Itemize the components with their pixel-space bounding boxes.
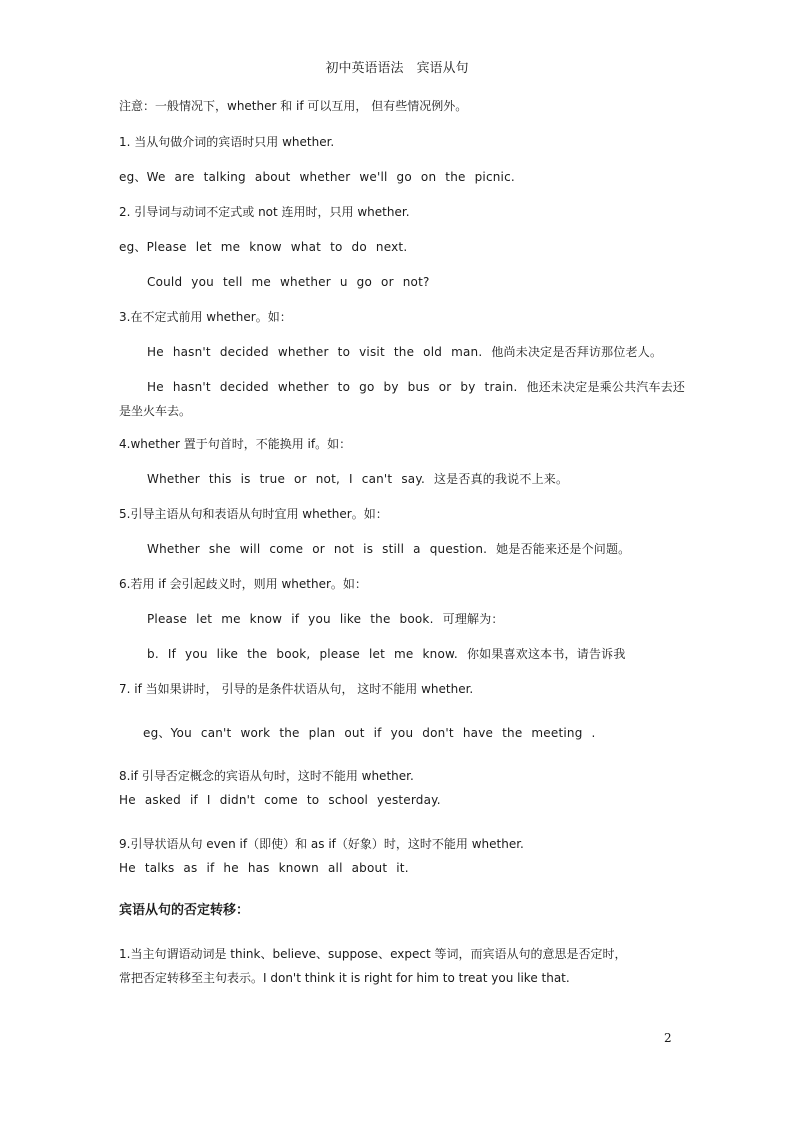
rule-3: 3.在不定式前用 whether。如： (119, 310, 292, 324)
note-line: 注意：一般情况下，whether 和 if 可以互用， 但有些情况例外。 (119, 99, 468, 113)
example-3b: He hasn't decided whether to go by bus or by train. 他还未决定是乘公共汽车去还 (147, 380, 686, 394)
page-title: 初中英语语法 宾语从句 (325, 61, 469, 76)
example-6b: b. If you like the book, please let me know. 你如果喜欢这本书，请告诉我 (147, 647, 626, 661)
example-3a: He hasn't decided whether to visit the old man. 他尚未决定是否拜访那位老人。 (147, 345, 663, 359)
example-4: Whether this is true or not, I can't say. 这是否真的我说不上来。 (147, 472, 569, 486)
rule-5: 5.引导主语从句和表语从句时宜用 whether。如： (119, 507, 388, 521)
rule-7: 7. if 当如果讲时， 引导的是条件状语从句， 这时不能用 whether. (119, 682, 474, 696)
example-7: eg、You can't work the plan out if you don't have the meeting . (143, 726, 596, 740)
rule-1: 1. 当从句做介词的宾语时只用 whether. (119, 135, 335, 149)
example-6a: Please let me know if you like the book. 可理解为： (147, 612, 504, 626)
rule-8: 8.if 引导否定概念的宾语从句时，这时不能用 whether. (119, 769, 414, 783)
example-2a: eg、Please let me know what to do next. (119, 240, 408, 254)
rule-6: 6.若用 if 会引起歧义时，则用 whether。如： (119, 577, 367, 591)
transfer-rule-1-continued: 常把否定转移至主句表示。I don't think it is right for him to treat you like that. (119, 971, 570, 985)
transfer-rule-1: 1.当主句谓语动词是 think、believe、suppose、expect 等词，而宾语从句的意思是否定时， (119, 947, 627, 961)
example-2b: Could you tell me whether u go or not? (147, 275, 430, 289)
rule-2: 2. 引导词与动词不定式或 not 连用时，只用 whether. (119, 205, 410, 219)
rule-4: 4.whether 置于句首时，不能换用 if。如： (119, 437, 352, 451)
rule-9: 9.引导状语从句 even if（即使）和 as if（好象）时，这时不能用 whether. (119, 837, 524, 851)
example-1: eg、We are talking about whether we'll go on the picnic. (119, 170, 515, 184)
section-heading: 宾语从句的否定转移： (119, 903, 250, 918)
example-3b-continued: 是坐火车去。 (119, 404, 192, 418)
example-9: He talks as if he has known all about it. (119, 861, 409, 875)
page-number: 2 (664, 1031, 672, 1045)
example-5: Whether she will come or not is still a question. 她是否能来还是个问题。 (147, 542, 631, 556)
example-8: He asked if I didn't come to school yesterday. (119, 793, 441, 807)
